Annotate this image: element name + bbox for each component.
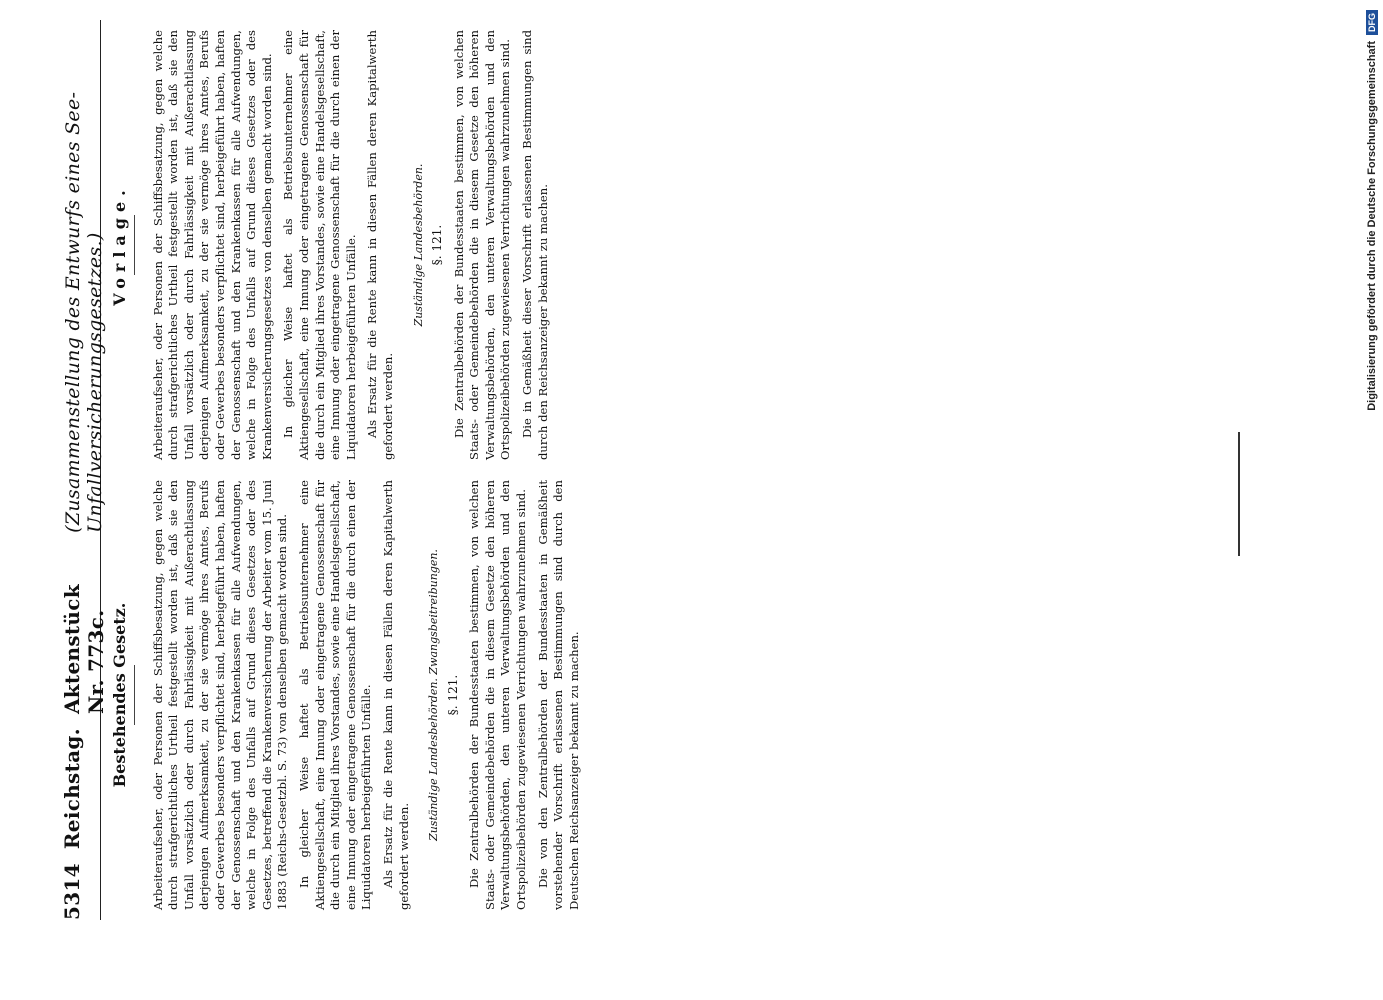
paragraph: In gleicher Weise haftet als Betriebsunternehmer eine Aktiengesellschaft, eine Innung oder eingetragene Genossenschaft für die durch ein Mitglied ihres Vorstandes, sowie eine Handelsgesellschaft, eine Innung oder eingetragene Genossenschaft für die durch einen der Liquidatoren herbeigeführten Unfälle. xyxy=(281,30,358,460)
paragraph: Die von den Zentralbehörden der Bundesstaaten in Gemäßheit vorstehender Vorschrift erlassenen Bestimmungen sind durch den Deutschen Reichsanzeiger bekannt zu machen. xyxy=(535,480,581,910)
section-number: §. 121. xyxy=(445,674,460,716)
paragraph: In gleicher Weise haftet als Betriebsunternehmer eine Aktiengesellschaft, eine Innung oder eingetragene Genossenschaft für die durch ein Mitglied ihres Vorstandes, sowie eine Handelsgesellschaft, eine Innung oder eingetragene Genossenschaft für die durch einen der Liquidatoren herbeigeführten Unfälle. xyxy=(296,480,374,910)
source-label: Reichstag. xyxy=(60,728,84,850)
paragraph: Die Zentralbehörden der Bundesstaaten bestimmen, von welchen Staats- oder Gemeindebehörden die in diesem Gesetze den höheren Verwaltungsbehörden, den unteren Verwaltungsbehörden und den Ortspolizeibehörden zugewiesenen Verrichtungen wahrzunehmen sind. xyxy=(451,30,513,460)
section-number: §. 121. xyxy=(430,224,445,266)
document-page xyxy=(60,10,760,930)
section-caption: Zuständige Landesbehörden. xyxy=(411,163,425,327)
document-number: Aktenstück Nr. 773c. xyxy=(60,584,108,715)
section-caption: Zuständige Landesbehörden. Zwangsbeitreibungen. xyxy=(427,549,441,841)
heading-rule xyxy=(134,665,135,725)
paragraph: Arbeiteraufseher, oder Personen der Schiffsbesatzung, gegen welche durch strafgerichtliches Urtheil festgestellt worden ist, daß sie den Unfall vorsätzlich oder durch Fahrlässigkeit mit Außerachtlassung derjenigen Aufmerksamkeit, zu der sie vermöge ihres Amtes, Berufs oder Gewerbes besonders verpflichtet sind, herbeigeführt haben, haften der Genossenschaft und den Krankenkassen für alle Aufwendungen, welche in Folge des Unfalls auf Grund dieses Gesetzes oder des Krankenversicherungsgesetzes von denselben gemacht worden sind. xyxy=(150,30,274,460)
heading-rule xyxy=(134,215,135,275)
column-heading: Vorlage. xyxy=(110,184,129,306)
paragraph: Als Ersatz für die Rente kann in diesen Fällen deren Kapitalwerth gefordert werden. xyxy=(380,480,411,910)
page-number: 5314 xyxy=(60,863,84,920)
scan-margin-line xyxy=(1238,432,1240,556)
column-existing-law xyxy=(112,480,588,910)
column-proposal xyxy=(112,30,557,460)
page-header xyxy=(60,20,108,920)
digitization-credit xyxy=(1366,10,1378,990)
paragraph: Als Ersatz für die Rente kann in diesen Fällen deren Kapitalwerth gefordert werden. xyxy=(365,30,395,460)
document-title: (Zusammenstellung des Entwurfs eines See-Unfallversicherungsgesetzes.) xyxy=(62,91,106,533)
paragraph: Die in Gemäßheit dieser Vorschrift erlassenen Bestimmungen sind durch den Reichsanzeiger bekannt zu machen. xyxy=(520,30,550,460)
paragraph: Die Zentralbehörden der Bundesstaaten bestimmen, von welchen Staats- oder Gemeindebehörden die in diesem Gesetze den höheren Verwaltungsbehörden, den unteren Verwaltungsbehörden und den Ortspolizeibehörden zugewiesenen Verrichtungen wahrzunehmen sind. xyxy=(467,480,529,910)
column-heading: Bestehendes Gesetz. xyxy=(110,602,129,788)
paragraph: Arbeiteraufseher, oder Personen der Schiffsbesatzung, gegen welche durch strafgerichtliches Urtheil festgestellt worden ist, daß sie den Unfall vorsätzlich oder durch Fahrlässigkeit mit Außerachtlassung derjenigen Aufmerksamkeit, zu der sie vermöge ihres Amtes, Berufs oder Gewerbes besonders verpflichtet sind, herbeigeführt haben, haften der Genossenschaft und den Krankenkassen für alle Aufwendungen, welche in Folge des Unfalls auf Grund dieses Gesetzes oder des Gesetzes, betreffend die Krankenversicherung der Arbeiter vom 15. Juni 1883 (Reichs-Gesetzbl. S. 73) von denselben gemacht worden sind. xyxy=(150,480,290,910)
dfg-logo: DFG xyxy=(1366,10,1378,35)
credit-text: Digitalisierung gefördert durch die Deutsche Forschungsgemeinschaft xyxy=(1366,41,1378,411)
